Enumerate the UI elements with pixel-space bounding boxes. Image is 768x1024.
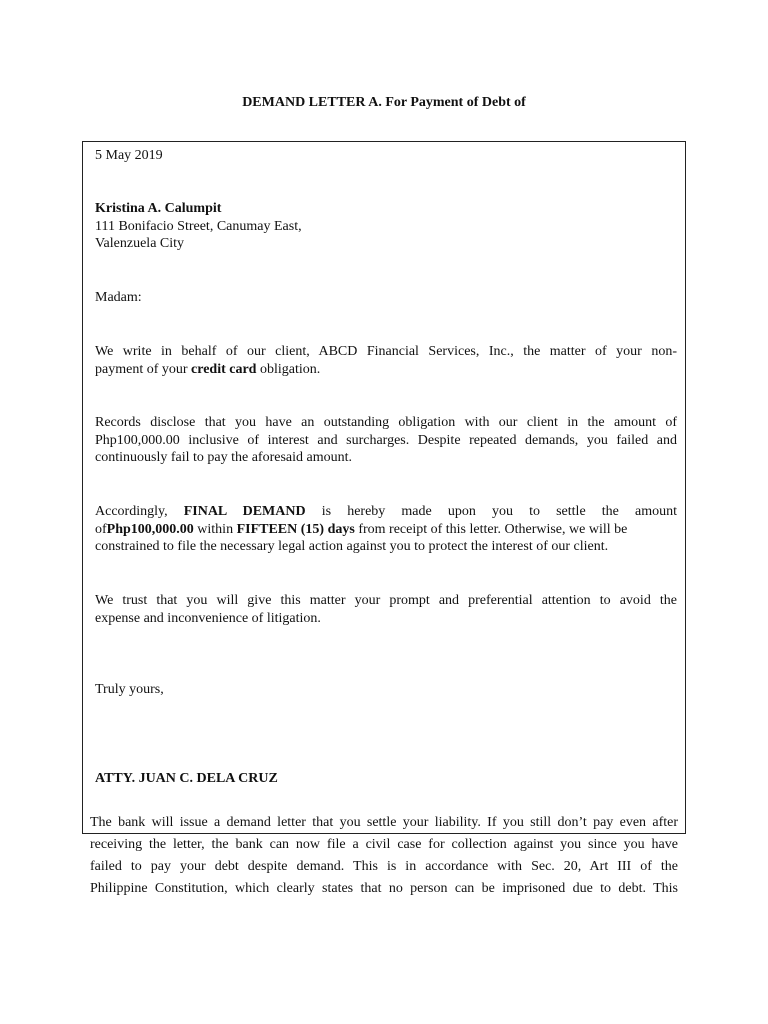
- para1-line2-pre: payment of your: [95, 362, 192, 377]
- para3-line1: [95, 503, 677, 521]
- salutation: Madam:: [95, 290, 142, 305]
- para3-line2-post: from receipt of this letter. Otherwise, we will be: [354, 522, 628, 537]
- demand-letter-box: [82, 141, 686, 834]
- para2-line1: Records disclose that you have an outstanding obligation with our client in the amount of: [95, 415, 677, 430]
- para3-line1-post: is hereby made upon you to settle the amount: [305, 504, 677, 519]
- para2-line3: continuously fail to pay the aforesaid amount.: [95, 450, 352, 465]
- signatory: ATTY. JUAN C. DELA CRUZ: [95, 771, 278, 786]
- para1-line1: We write in behalf of our client, ABCD Financial Services, Inc., the matter of your non-: [95, 344, 677, 359]
- explanation-line2: receiving the letter, the bank can now file a civil case for collection against you since you have: [90, 837, 678, 852]
- explanation-line3: failed to pay your debt despite demand. This is in accordance with Sec. 20, Art III of the: [90, 859, 678, 874]
- recipient-address-line2: Valenzuela City: [95, 236, 185, 251]
- para1-line2-post: obligation.: [256, 362, 321, 377]
- explanation-line4: Philippine Constitution, which clearly states that no person can be imprisoned due to debt. This: [90, 881, 678, 896]
- credit-card-emphasis: credit card: [191, 362, 257, 377]
- final-demand-emphasis: FINAL DEMAND: [183, 504, 306, 519]
- para4-line1: We trust that you will give this matter your prompt and preferential attention to avoid the: [95, 593, 677, 608]
- closing: Truly yours,: [95, 682, 164, 697]
- explanation-paragraph: [90, 812, 678, 900]
- para3-line2-mid: within: [193, 522, 237, 537]
- amount-emphasis: Php100,000.00: [106, 522, 194, 537]
- recipient-address-line1: 111 Bonifacio Street, Canumay East,: [95, 219, 302, 234]
- letter-date: 5 May 2019: [95, 148, 163, 163]
- explanation-line1: The bank will issue a demand letter that you settle your liability. If you still don’t pay even after: [90, 815, 678, 830]
- para2-line2: Php100,000.00 inclusive of interest and surcharges. Despite repeated demands, you failed and: [95, 433, 677, 448]
- para3-line2-pre: of: [95, 522, 107, 537]
- para3-line2: [95, 521, 677, 539]
- para4-line2: expense and inconvenience of litigation.: [95, 611, 321, 626]
- para3-line1-pre: Accordingly,: [95, 504, 184, 519]
- recipient-name: Kristina A. Calumpit: [95, 201, 222, 216]
- para3-line3: constrained to file the necessary legal action against you to protect the interest of our client.: [95, 539, 609, 554]
- days-emphasis: FIFTEEN (15) days: [236, 522, 355, 537]
- document-title: DEMAND LETTER A. For Payment of Debt of: [242, 95, 526, 110]
- para1-line2: [95, 361, 677, 379]
